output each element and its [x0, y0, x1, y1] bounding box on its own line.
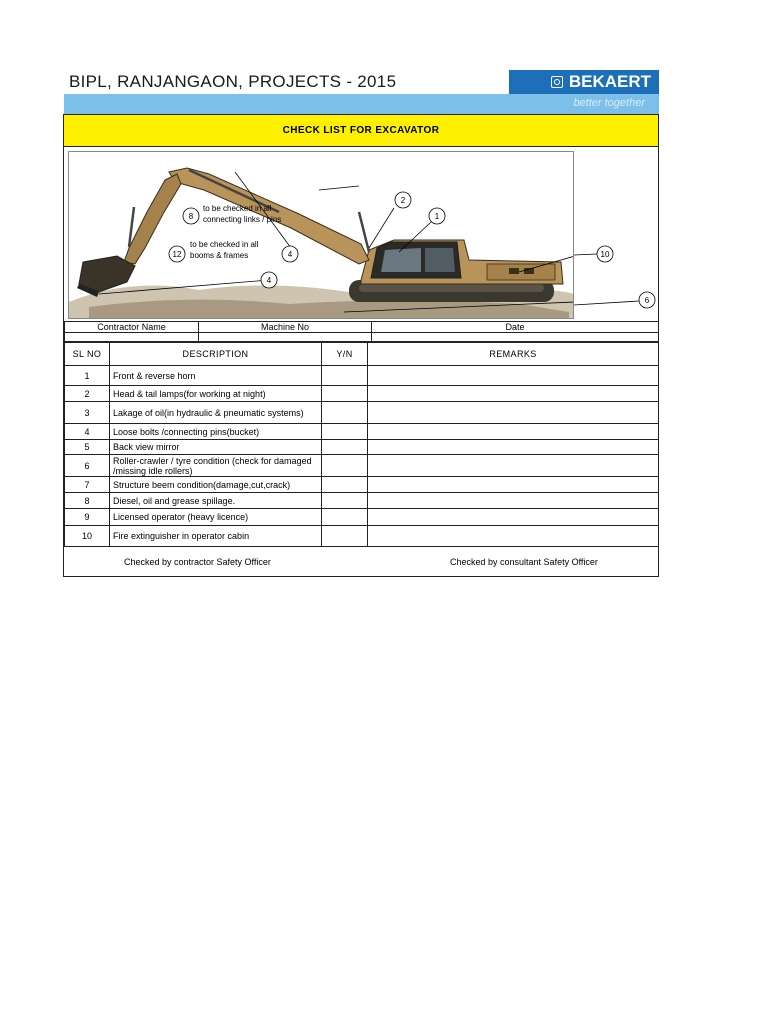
track-roller	[359, 284, 544, 292]
date-label: Date	[372, 322, 659, 333]
row-sl: 3	[65, 402, 110, 424]
row-sl: 6	[65, 455, 110, 477]
col-yn: Y/N	[322, 342, 368, 366]
row-sl: 5	[65, 440, 110, 455]
consultant-officer-signature: Checked by consultant Safety Officer	[450, 557, 598, 567]
marker-10-label: 10	[600, 250, 610, 259]
header-band	[64, 94, 659, 114]
row-remarks-cell[interactable]	[368, 455, 659, 477]
row-yn-cell[interactable]	[322, 440, 368, 455]
row-sl: 4	[65, 424, 110, 440]
marker-6	[639, 292, 655, 308]
row-remarks-cell[interactable]	[368, 440, 659, 455]
col-sl-no: SL NO	[65, 342, 110, 366]
row-remarks-cell[interactable]	[368, 526, 659, 547]
marker-2	[395, 192, 411, 208]
row-yn-cell[interactable]	[322, 366, 368, 386]
row-sl: 7	[65, 477, 110, 493]
callout-8-num: 8	[188, 212, 194, 221]
marker-1-label: 1	[434, 212, 440, 221]
checklist-form	[63, 114, 659, 577]
marker-1	[429, 208, 445, 224]
table-header-row	[65, 342, 659, 366]
row-description-line2: /missing idle rollers)	[113, 465, 193, 476]
row-yn-cell[interactable]	[322, 402, 368, 424]
logo-text: BEKAERT	[568, 72, 651, 91]
row-remarks-cell[interactable]	[368, 493, 659, 509]
engine-cover	[487, 264, 555, 280]
row-description: Fire extinguisher in operator cabin	[110, 526, 322, 547]
row-remarks-cell[interactable]	[368, 509, 659, 526]
table-row	[65, 509, 659, 526]
table-row	[65, 402, 659, 424]
table-row	[65, 386, 659, 402]
table-row	[65, 366, 659, 386]
row-yn-cell[interactable]	[322, 493, 368, 509]
row-remarks-cell[interactable]	[368, 424, 659, 440]
table-row	[65, 493, 659, 509]
cab-window-side	[425, 248, 455, 272]
table-row	[65, 526, 659, 547]
row-sl: 1	[65, 366, 110, 386]
row-yn-cell[interactable]	[322, 477, 368, 493]
tagline: better together	[573, 97, 645, 109]
row-sl: 9	[65, 509, 110, 526]
table-row	[65, 440, 659, 455]
marker-4-upper	[282, 246, 298, 262]
bekaert-logo	[509, 70, 659, 94]
info-table	[64, 321, 659, 343]
row-remarks-cell[interactable]	[368, 366, 659, 386]
col-description: DESCRIPTION	[110, 342, 322, 366]
row-description: Lakage of oil(in hydraulic & pneumatic systems)	[110, 402, 322, 424]
row-description: Back view mirror	[110, 440, 322, 455]
vent-1	[509, 268, 519, 274]
marker-2-label: 2	[400, 196, 406, 205]
row-yn-cell[interactable]	[322, 424, 368, 440]
marker-4-lower	[261, 272, 277, 288]
page-title: BIPL, RANJANGAON, PROJECTS - 2015	[69, 72, 397, 91]
logo-mark-icon	[551, 76, 563, 88]
row-description: Diesel, oil and grease spillage.	[110, 493, 322, 509]
callout-12	[169, 240, 259, 262]
callout-12-line2: booms & frames	[190, 251, 249, 260]
row-remarks-cell[interactable]	[368, 386, 659, 402]
row-sl: 10	[65, 526, 110, 547]
table-row	[65, 424, 659, 440]
row-yn-cell[interactable]	[322, 455, 368, 477]
col-remarks: REMARKS	[368, 342, 659, 366]
checklist-title: CHECK LIST FOR EXCAVATOR	[64, 115, 658, 147]
row-description: Loose bolts /connecting pins(bucket)	[110, 424, 322, 440]
row-description: Structure beem condition(damage,cut,crack)	[110, 477, 322, 493]
machine-no-label: Machine No	[199, 322, 372, 333]
contractor-name-label: Contractor Name	[65, 322, 199, 333]
row-yn-cell[interactable]	[322, 509, 368, 526]
row-remarks-cell[interactable]	[368, 402, 659, 424]
callout-12-num: 12	[172, 250, 182, 259]
row-description-line1: Roller-crawler / tyre condition (check for damaged	[113, 455, 312, 466]
row-sl: 2	[65, 386, 110, 402]
marker-6-label: 6	[644, 296, 650, 305]
row-sl: 8	[65, 493, 110, 509]
row-yn-cell[interactable]	[322, 526, 368, 547]
marker-4-upper-label: 4	[287, 250, 293, 259]
row-description: Licensed operator (heavy licence)	[110, 509, 322, 526]
signature-row	[64, 551, 659, 577]
bucket	[79, 256, 135, 292]
table-row	[65, 477, 659, 493]
excavator-illustration	[68, 151, 574, 319]
callout-8-line1: to be checked in all	[203, 204, 272, 213]
row-description	[110, 455, 322, 477]
row-remarks-cell[interactable]	[368, 477, 659, 493]
excavator-drawing	[69, 152, 574, 319]
row-description: Front & reverse horn	[110, 366, 322, 386]
cab-window-front	[381, 248, 421, 272]
table-row	[65, 455, 659, 477]
checklist-table	[64, 341, 659, 547]
marker-10	[597, 246, 613, 262]
callout-12-line1: to be checked in all	[190, 240, 259, 249]
contractor-officer-signature: Checked by contractor Safety Officer	[124, 557, 271, 567]
callout-8-line2: connecting links / pins	[203, 215, 282, 224]
row-yn-cell[interactable]	[322, 386, 368, 402]
row-description: Head & tail lamps(for working at night)	[110, 386, 322, 402]
outer-markers	[574, 235, 658, 315]
marker-4-lower-label: 4	[266, 276, 272, 285]
